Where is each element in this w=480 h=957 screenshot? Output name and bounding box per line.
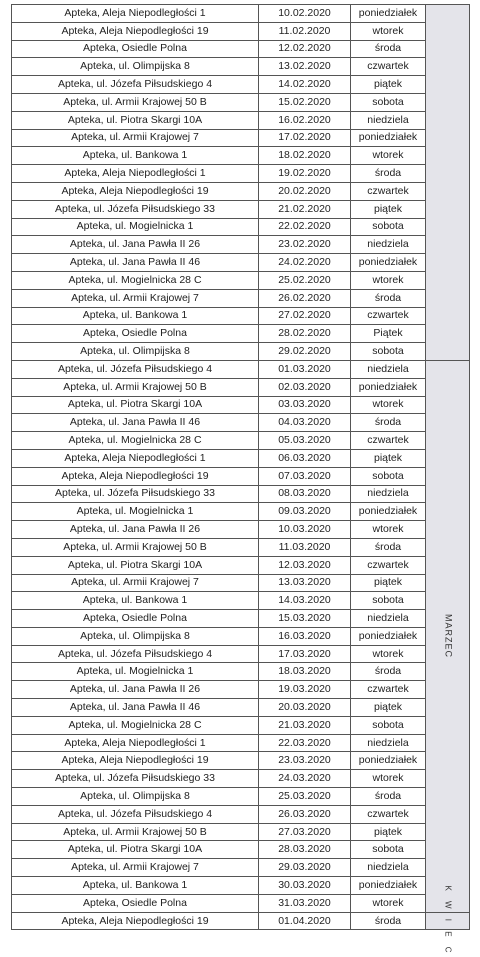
table-row	[12, 236, 470, 254]
weekday-cell: czwartek	[351, 58, 426, 76]
pharmacy-name-cell: Apteka, ul. Olimpijska 8	[12, 788, 259, 806]
table-row	[12, 22, 470, 40]
date-cell: 10.03.2020	[259, 521, 351, 539]
table-row	[12, 289, 470, 307]
date-cell: 27.03.2020	[259, 823, 351, 841]
date-cell: 25.03.2020	[259, 788, 351, 806]
date-cell: 14.02.2020	[259, 76, 351, 94]
date-cell: 10.02.2020	[259, 5, 351, 23]
table-row	[12, 770, 470, 788]
weekday-cell: piątek	[351, 823, 426, 841]
date-cell: 11.02.2020	[259, 22, 351, 40]
pharmacy-name-cell: Apteka, ul. Bankowa 1	[12, 307, 259, 325]
date-cell: 18.02.2020	[259, 147, 351, 165]
date-cell: 29.02.2020	[259, 343, 351, 361]
table-row	[12, 752, 470, 770]
pharmacy-name-cell: Apteka, Aleja Niepodległości 1	[12, 734, 259, 752]
table-row	[12, 343, 470, 361]
table-row	[12, 681, 470, 699]
table-row	[12, 111, 470, 129]
weekday-cell: poniedziałek	[351, 877, 426, 895]
pharmacy-name-cell: Apteka, Osiedle Polna	[12, 894, 259, 912]
weekday-cell: niedziela	[351, 236, 426, 254]
pharmacy-name-cell: Apteka, ul. Mogielnicka 1	[12, 218, 259, 236]
weekday-cell: poniedziałek	[351, 254, 426, 272]
table-row	[12, 823, 470, 841]
table-row	[12, 485, 470, 503]
date-cell: 24.03.2020	[259, 770, 351, 788]
weekday-cell: niedziela	[351, 610, 426, 628]
weekday-cell: sobota	[351, 716, 426, 734]
pharmacy-name-cell: Apteka, Osiedle Polna	[12, 325, 259, 343]
pharmacy-name-cell: Apteka, Aleja Niepodległości 19	[12, 22, 259, 40]
date-cell: 17.02.2020	[259, 129, 351, 147]
pharmacy-name-cell: Apteka, ul. Jana Pawła II 26	[12, 236, 259, 254]
weekday-cell: wtorek	[351, 271, 426, 289]
table-row	[12, 467, 470, 485]
pharmacy-name-cell: Apteka, ul. Józefa Piłsudskiego 4	[12, 805, 259, 823]
weekday-cell: sobota	[351, 343, 426, 361]
weekday-cell: wtorek	[351, 147, 426, 165]
pharmacy-name-cell: Apteka, ul. Józefa Piłsudskiego 33	[12, 200, 259, 218]
schedule-table	[11, 4, 470, 957]
weekday-cell: środa	[351, 414, 426, 432]
date-cell: 14.03.2020	[259, 592, 351, 610]
weekday-cell: środa	[351, 538, 426, 556]
weekday-cell: piątek	[351, 699, 426, 717]
pharmacy-name-cell: Apteka, ul. Józefa Piłsudskiego 4	[12, 76, 259, 94]
weekday-cell: piątek	[351, 200, 426, 218]
pharmacy-name-cell: Apteka, ul. Olimpijska 8	[12, 343, 259, 361]
table-row	[12, 360, 470, 378]
table-row	[12, 574, 470, 592]
table-row	[12, 556, 470, 574]
table-row	[12, 307, 470, 325]
date-cell: 08.03.2020	[259, 485, 351, 503]
table-row	[12, 40, 470, 58]
weekday-cell: środa	[351, 663, 426, 681]
weekday-cell: czwartek	[351, 805, 426, 823]
date-cell: 16.03.2020	[259, 627, 351, 645]
pharmacy-duty-schedule	[11, 4, 469, 957]
pharmacy-name-cell: Apteka, Aleja Niepodległości 19	[12, 752, 259, 770]
weekday-cell: piątek	[351, 449, 426, 467]
pharmacy-name-cell: Apteka, Aleja Niepodległości 19	[12, 467, 259, 485]
weekday-cell: środa	[351, 788, 426, 806]
weekday-cell: niedziela	[351, 360, 426, 378]
table-row	[12, 894, 470, 912]
table-row	[12, 432, 470, 450]
date-cell: 03.03.2020	[259, 396, 351, 414]
pharmacy-name-cell: Apteka, ul. Józefa Piłsudskiego 4	[12, 360, 259, 378]
table-row	[12, 805, 470, 823]
weekday-cell: środa	[351, 165, 426, 183]
weekday-cell: wtorek	[351, 894, 426, 912]
weekday-cell: wtorek	[351, 396, 426, 414]
pharmacy-name-cell: Apteka, ul. Armii Krajowej 7	[12, 129, 259, 147]
weekday-cell: niedziela	[351, 859, 426, 877]
weekday-cell: poniedziałek	[351, 129, 426, 147]
date-cell: 07.03.2020	[259, 467, 351, 485]
weekday-cell: poniedziałek	[351, 5, 426, 23]
date-cell: 13.02.2020	[259, 58, 351, 76]
pharmacy-name-cell: Apteka, ul. Mogielnicka 1	[12, 663, 259, 681]
table-row	[12, 538, 470, 556]
pharmacy-name-cell: Apteka, ul. Bankowa 1	[12, 877, 259, 895]
table-row	[12, 859, 470, 877]
pharmacy-name-cell: Apteka, ul. Mogielnicka 28 C	[12, 271, 259, 289]
weekday-cell: niedziela	[351, 485, 426, 503]
pharmacy-name-cell: Apteka, Aleja Niepodległości 19	[12, 912, 259, 930]
table-row	[12, 841, 470, 859]
table-row	[12, 396, 470, 414]
date-cell: 22.03.2020	[259, 734, 351, 752]
date-cell: 12.02.2020	[259, 40, 351, 58]
date-cell: 02.03.2020	[259, 378, 351, 396]
pharmacy-name-cell: Apteka, ul. Jana Pawła II 26	[12, 681, 259, 699]
weekday-cell: sobota	[351, 93, 426, 111]
date-cell: 22.02.2020	[259, 218, 351, 236]
date-cell: 16.02.2020	[259, 111, 351, 129]
pharmacy-name-cell: Apteka, Osiedle Polna	[12, 40, 259, 58]
pharmacy-name-cell: Apteka, Aleja Niepodległości 1	[12, 5, 259, 23]
pharmacy-name-cell: Apteka, ul. Armii Krajowej 50 B	[12, 823, 259, 841]
table-row	[12, 610, 470, 628]
table-row	[12, 645, 470, 663]
date-cell: 01.03.2020	[259, 360, 351, 378]
weekday-cell: środa	[351, 912, 426, 930]
date-cell: 06.03.2020	[259, 449, 351, 467]
pharmacy-name-cell: Apteka, ul. Jana Pawła II 26	[12, 521, 259, 539]
table-row	[12, 699, 470, 717]
weekday-cell: piątek	[351, 574, 426, 592]
table-row	[12, 76, 470, 94]
pharmacy-name-cell: Apteka, ul. Bankowa 1	[12, 147, 259, 165]
date-cell: 31.03.2020	[259, 894, 351, 912]
weekday-cell: środa	[351, 289, 426, 307]
weekday-cell: wtorek	[351, 22, 426, 40]
date-cell: 26.02.2020	[259, 289, 351, 307]
weekday-cell: sobota	[351, 218, 426, 236]
pharmacy-name-cell: Apteka, ul. Jana Pawła II 46	[12, 699, 259, 717]
table-row	[12, 129, 470, 147]
pharmacy-name-cell: Apteka, ul. Jana Pawła II 46	[12, 254, 259, 272]
date-cell: 27.02.2020	[259, 307, 351, 325]
date-cell: 17.03.2020	[259, 645, 351, 663]
table-row	[12, 93, 470, 111]
date-cell: 01.04.2020	[259, 912, 351, 930]
date-cell: 18.03.2020	[259, 663, 351, 681]
weekday-cell: niedziela	[351, 111, 426, 129]
date-cell: 28.02.2020	[259, 325, 351, 343]
date-cell: 05.03.2020	[259, 432, 351, 450]
pharmacy-name-cell: Apteka, ul. Mogielnicka 1	[12, 503, 259, 521]
date-cell: 19.03.2020	[259, 681, 351, 699]
table-row	[12, 912, 470, 930]
weekday-cell: czwartek	[351, 681, 426, 699]
table-row	[12, 627, 470, 645]
pharmacy-name-cell: Apteka, ul. Józefa Piłsudskiego 33	[12, 485, 259, 503]
date-cell: 28.03.2020	[259, 841, 351, 859]
table-row	[12, 218, 470, 236]
table-row	[12, 5, 470, 23]
pharmacy-name-cell: Apteka, ul. Olimpijska 8	[12, 627, 259, 645]
pharmacy-name-cell: Apteka, ul. Mogielnicka 28 C	[12, 716, 259, 734]
pharmacy-name-cell: Apteka, ul. Piotra Skargi 10A	[12, 841, 259, 859]
date-cell: 13.03.2020	[259, 574, 351, 592]
table-row	[12, 521, 470, 539]
date-cell: 21.03.2020	[259, 716, 351, 734]
weekday-cell: czwartek	[351, 432, 426, 450]
date-cell: 04.03.2020	[259, 414, 351, 432]
pharmacy-name-cell: Apteka, ul. Armii Krajowej 7	[12, 574, 259, 592]
weekday-cell: niedziela	[351, 734, 426, 752]
pharmacy-name-cell: Apteka, ul. Piotra Skargi 10A	[12, 556, 259, 574]
date-cell: 25.02.2020	[259, 271, 351, 289]
table-row	[12, 165, 470, 183]
date-cell: 30.03.2020	[259, 877, 351, 895]
table-row	[12, 663, 470, 681]
pharmacy-name-cell: Apteka, ul. Armii Krajowej 7	[12, 289, 259, 307]
weekday-cell: czwartek	[351, 556, 426, 574]
pharmacy-name-cell: Apteka, ul. Armii Krajowej 50 B	[12, 93, 259, 111]
pharmacy-name-cell: Apteka, ul. Armii Krajowej 50 B	[12, 378, 259, 396]
weekday-cell: Piątek	[351, 325, 426, 343]
weekday-cell: środa	[351, 40, 426, 58]
pharmacy-name-cell: Apteka, ul. Piotra Skargi 10A	[12, 396, 259, 414]
date-cell: 20.03.2020	[259, 699, 351, 717]
date-cell: 29.03.2020	[259, 859, 351, 877]
table-row	[12, 716, 470, 734]
weekday-cell: poniedziałek	[351, 503, 426, 521]
pharmacy-name-cell: Apteka, ul. Armii Krajowej 50 B	[12, 538, 259, 556]
weekday-cell: piątek	[351, 76, 426, 94]
weekday-cell: sobota	[351, 841, 426, 859]
date-cell: 09.03.2020	[259, 503, 351, 521]
date-cell: 12.03.2020	[259, 556, 351, 574]
date-cell: 19.02.2020	[259, 165, 351, 183]
table-row	[12, 592, 470, 610]
table-row	[12, 414, 470, 432]
weekday-cell: wtorek	[351, 521, 426, 539]
table-row	[12, 734, 470, 752]
table-row	[12, 877, 470, 895]
table-row	[12, 58, 470, 76]
weekday-cell: czwartek	[351, 307, 426, 325]
pharmacy-name-cell: Apteka, ul. Józefa Piłsudskiego 4	[12, 645, 259, 663]
pharmacy-name-cell: Apteka, Aleja Niepodległości 1	[12, 165, 259, 183]
month-label-cell	[426, 5, 470, 361]
date-cell: 23.02.2020	[259, 236, 351, 254]
date-cell: 15.02.2020	[259, 93, 351, 111]
date-cell: 26.03.2020	[259, 805, 351, 823]
month-label-cell	[426, 885, 470, 957]
weekday-cell: poniedziałek	[351, 378, 426, 396]
pharmacy-name-cell: Apteka, ul. Bankowa 1	[12, 592, 259, 610]
table-row	[12, 449, 470, 467]
date-cell: 20.02.2020	[259, 182, 351, 200]
pharmacy-name-cell: Apteka, Aleja Niepodległości 19	[12, 182, 259, 200]
table-row	[12, 325, 470, 343]
date-cell: 15.03.2020	[259, 610, 351, 628]
weekday-cell: poniedziałek	[351, 752, 426, 770]
pharmacy-name-cell: Apteka, Aleja Niepodległości 1	[12, 449, 259, 467]
date-cell: 11.03.2020	[259, 538, 351, 556]
weekday-cell: wtorek	[351, 770, 426, 788]
month-label-cell	[426, 360, 470, 912]
table-row	[12, 254, 470, 272]
weekday-cell: sobota	[351, 467, 426, 485]
pharmacy-name-cell: Apteka, ul. Mogielnicka 28 C	[12, 432, 259, 450]
table-row	[12, 271, 470, 289]
table-row	[12, 503, 470, 521]
table-row	[12, 378, 470, 396]
month-label: K W I E C	[443, 885, 452, 957]
table-row	[12, 788, 470, 806]
date-cell: 21.02.2020	[259, 200, 351, 218]
weekday-cell: wtorek	[351, 645, 426, 663]
pharmacy-name-cell: Apteka, ul. Armii Krajowej 7	[12, 859, 259, 877]
table-row	[12, 147, 470, 165]
pharmacy-name-cell: Apteka, ul. Jana Pawła II 46	[12, 414, 259, 432]
month-label: MARZEC	[443, 614, 453, 659]
pharmacy-name-cell: Apteka, Osiedle Polna	[12, 610, 259, 628]
weekday-cell: poniedziałek	[351, 627, 426, 645]
date-cell: 23.03.2020	[259, 752, 351, 770]
table-row	[12, 182, 470, 200]
date-cell: 24.02.2020	[259, 254, 351, 272]
weekday-cell: sobota	[351, 592, 426, 610]
weekday-cell: czwartek	[351, 182, 426, 200]
pharmacy-name-cell: Apteka, ul. Piotra Skargi 10A	[12, 111, 259, 129]
pharmacy-name-cell: Apteka, ul. Józefa Piłsudskiego 33	[12, 770, 259, 788]
pharmacy-name-cell: Apteka, ul. Olimpijska 8	[12, 58, 259, 76]
schedule-body	[12, 5, 470, 957]
table-row	[12, 200, 470, 218]
